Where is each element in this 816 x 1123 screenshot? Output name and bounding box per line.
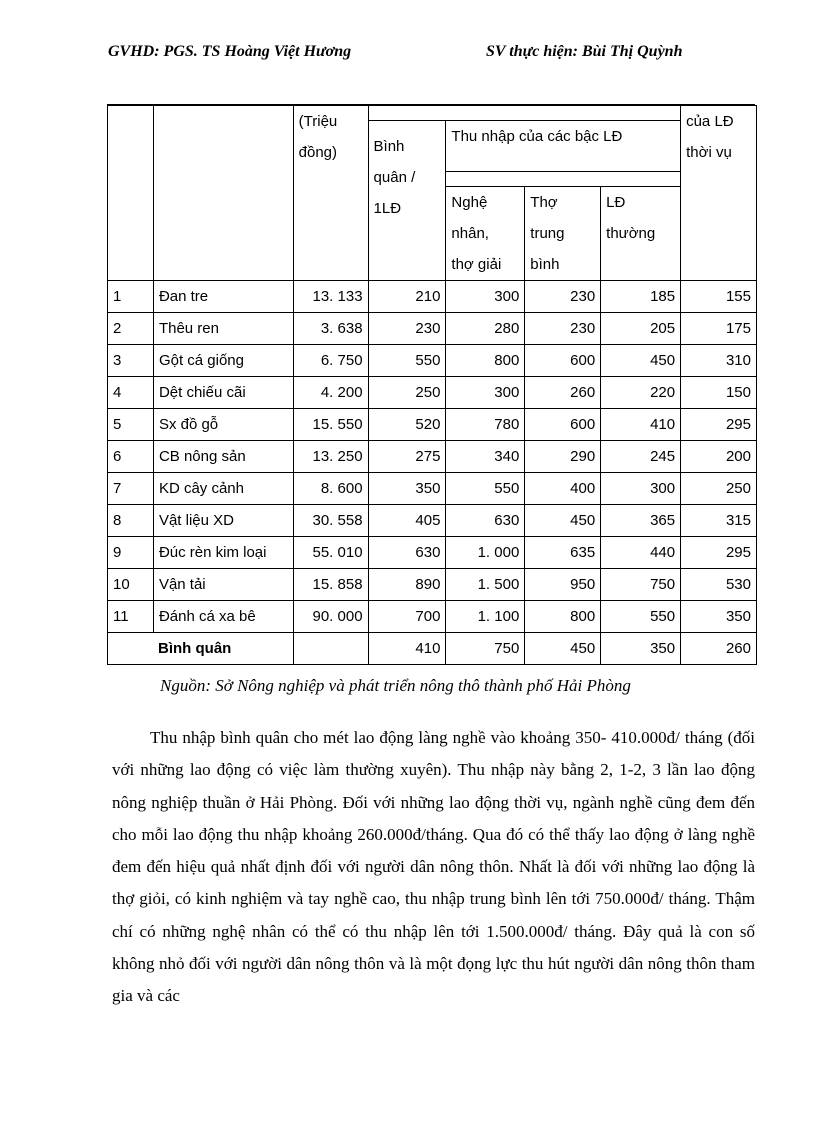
cell-no: 3: [108, 345, 154, 377]
table-row: [108, 281, 757, 313]
cell-avg: 250: [368, 377, 446, 409]
cell-normal: 185: [601, 281, 681, 313]
average-normal: 350: [601, 633, 681, 665]
cell-normal: 550: [601, 601, 681, 633]
cell-value: 6. 750: [293, 345, 368, 377]
cell-mid: 450: [525, 505, 601, 537]
cell-avg: 890: [368, 569, 446, 601]
header-cell-no: [108, 106, 154, 281]
cell-value: 13. 250: [293, 441, 368, 473]
cell-seasonal: 200: [681, 441, 757, 473]
cell-mid: 290: [525, 441, 601, 473]
table-row: [108, 537, 757, 569]
cell-normal: 450: [601, 345, 681, 377]
cell-artisan: 780: [446, 409, 525, 441]
cell-avg: 520: [368, 409, 446, 441]
cell-name: CB nông sản: [153, 441, 293, 473]
cell-artisan: 550: [446, 473, 525, 505]
cell-avg: 275: [368, 441, 446, 473]
table-row: [108, 601, 757, 633]
cell-value: 90. 000: [293, 601, 368, 633]
cell-mid: 950: [525, 569, 601, 601]
cell-artisan: 340: [446, 441, 525, 473]
cell-name: Vật liệu XD: [153, 505, 293, 537]
cell-mid: 230: [525, 281, 601, 313]
cell-value: 3. 638: [293, 313, 368, 345]
table-row: [108, 313, 757, 345]
table-row: [108, 377, 757, 409]
cell-name: KD cây cảnh: [153, 473, 293, 505]
cell-mid: 800: [525, 601, 601, 633]
cell-value: 15. 858: [293, 569, 368, 601]
cell-no: 6: [108, 441, 154, 473]
cell-name: Đan tre: [153, 281, 293, 313]
cell-value: 55. 010: [293, 537, 368, 569]
cell-avg: 630: [368, 537, 446, 569]
cell-name: Dệt chiếu cãi: [153, 377, 293, 409]
body-paragraph: [112, 722, 755, 1013]
cell-normal: 245: [601, 441, 681, 473]
cell-name: Gột cá giống: [153, 345, 293, 377]
cell-avg: 350: [368, 473, 446, 505]
cell-mid: 260: [525, 377, 601, 409]
page-header: [108, 42, 748, 106]
cell-normal: 220: [601, 377, 681, 409]
cell-artisan: 300: [446, 281, 525, 313]
header-cell-artisan: Nghệ nhân, thợ giải: [446, 187, 525, 281]
cell-mid: 635: [525, 537, 601, 569]
cell-normal: 300: [601, 473, 681, 505]
cell-no: 9: [108, 537, 154, 569]
cell-name: Thêu ren: [153, 313, 293, 345]
cell-value: 30. 558: [293, 505, 368, 537]
cell-avg: 700: [368, 601, 446, 633]
cell-no: 7: [108, 473, 154, 505]
cell-artisan: 1. 500: [446, 569, 525, 601]
cell-value: 15. 550: [293, 409, 368, 441]
table-row: [108, 409, 757, 441]
cell-avg: 230: [368, 313, 446, 345]
cell-seasonal: 155: [681, 281, 757, 313]
header-cell-group-top: [368, 106, 681, 121]
cell-mid: 600: [525, 345, 601, 377]
cell-seasonal: 250: [681, 473, 757, 505]
cell-no: 8: [108, 505, 154, 537]
cell-name: Vận tải: [153, 569, 293, 601]
cell-avg: 550: [368, 345, 446, 377]
cell-seasonal: 530: [681, 569, 757, 601]
cell-seasonal: 150: [681, 377, 757, 409]
student-label: SV thực hiện: Bùi Thị Quỳnh: [486, 43, 683, 60]
cell-avg: 210: [368, 281, 446, 313]
average-empty-cell: [293, 633, 368, 665]
cell-artisan: 630: [446, 505, 525, 537]
income-table: [107, 105, 757, 665]
cell-value: 8. 600: [293, 473, 368, 505]
header-cell-seasonal: của LĐ thời vụ: [681, 106, 757, 281]
cell-normal: 365: [601, 505, 681, 537]
cell-no: 4: [108, 377, 154, 409]
cell-mid: 400: [525, 473, 601, 505]
average-artisan: 750: [446, 633, 525, 665]
cell-name: Đánh cá xa bê: [153, 601, 293, 633]
table-row: [108, 569, 757, 601]
header-cell-mid: Thợ trung bình: [525, 187, 601, 281]
cell-value: 13. 133: [293, 281, 368, 313]
cell-normal: 205: [601, 313, 681, 345]
cell-no: 5: [108, 409, 154, 441]
header-cell-name: [153, 106, 293, 281]
cell-value: 4. 200: [293, 377, 368, 409]
header-cell-unit: (Triệu đồng): [293, 106, 368, 281]
cell-no: 11: [108, 601, 154, 633]
supervisor-label: GVHD: PGS. TS Hoàng Việt Hương: [108, 43, 352, 60]
header-cell-normal: LĐ thường: [601, 187, 681, 281]
cell-artisan: 1. 100: [446, 601, 525, 633]
cell-normal: 440: [601, 537, 681, 569]
header-cell-spacer: [446, 172, 681, 187]
cell-name: Đúc rèn kim loại: [153, 537, 293, 569]
cell-artisan: 300: [446, 377, 525, 409]
average-mid: 450: [525, 633, 601, 665]
cell-normal: 750: [601, 569, 681, 601]
header-cell-average: Bình quân / 1LĐ: [368, 121, 446, 281]
cell-seasonal: 315: [681, 505, 757, 537]
cell-artisan: 280: [446, 313, 525, 345]
table-row: [108, 441, 757, 473]
table-row: [108, 345, 757, 377]
table-row: [108, 505, 757, 537]
cell-name: Sx đồ gỗ: [153, 409, 293, 441]
cell-artisan: 800: [446, 345, 525, 377]
paragraph-text: Thu nhập bình quân cho mét lao động làng nghề vào khoảng 350- 410.000đ/ tháng (đối với những lao động có việc làm thường xuyên). Thu nhập này bằng 2, 1-2, 3 lần lao động nông nghiệp thuần ở Hải Phòng. Đối với những lao động thời vụ, ngành nghề cũng đem đến cho mỗi lao động thu nhập khoảng 260.000đ/tháng. Qua đó có thể thấy lao động ở làng nghề đem đến hiệu quả nhất định đối với người dân nông thôn. Nhất là đối với những lao động là thợ giỏi, có kinh nghiệm và tay nghề cao, thu nhập trung bình lên tới 750.000đ/ tháng. Thậm chí có những nghệ nhân có thể có thu nhập lên tới 1.500.000đ/ tháng. Đây quả là con số không nhỏ đối với người dân nông thôn và là một đọng lực thu hút người dân nông thôn tham gia và các: [112, 728, 755, 1006]
cell-no: 2: [108, 313, 154, 345]
cell-artisan: 1. 000: [446, 537, 525, 569]
table-header-row-1: [108, 106, 757, 121]
average-label: Bình quân: [108, 633, 294, 665]
header-cell-income-group: Thu nhập của các bậc LĐ: [446, 121, 681, 172]
table-row: [108, 473, 757, 505]
average-seasonal: 260: [681, 633, 757, 665]
cell-mid: 600: [525, 409, 601, 441]
cell-normal: 410: [601, 409, 681, 441]
cell-no: 1: [108, 281, 154, 313]
cell-avg: 405: [368, 505, 446, 537]
cell-seasonal: 295: [681, 537, 757, 569]
cell-seasonal: 295: [681, 409, 757, 441]
cell-seasonal: 350: [681, 601, 757, 633]
cell-mid: 230: [525, 313, 601, 345]
cell-no: 10: [108, 569, 154, 601]
average-row: [108, 633, 757, 665]
source-note: Nguồn: Sở Nông nghiệp và phát triển nông thô thành phố Hải Phòng: [160, 676, 631, 695]
average-avg: 410: [368, 633, 446, 665]
cell-seasonal: 175: [681, 313, 757, 345]
cell-seasonal: 310: [681, 345, 757, 377]
